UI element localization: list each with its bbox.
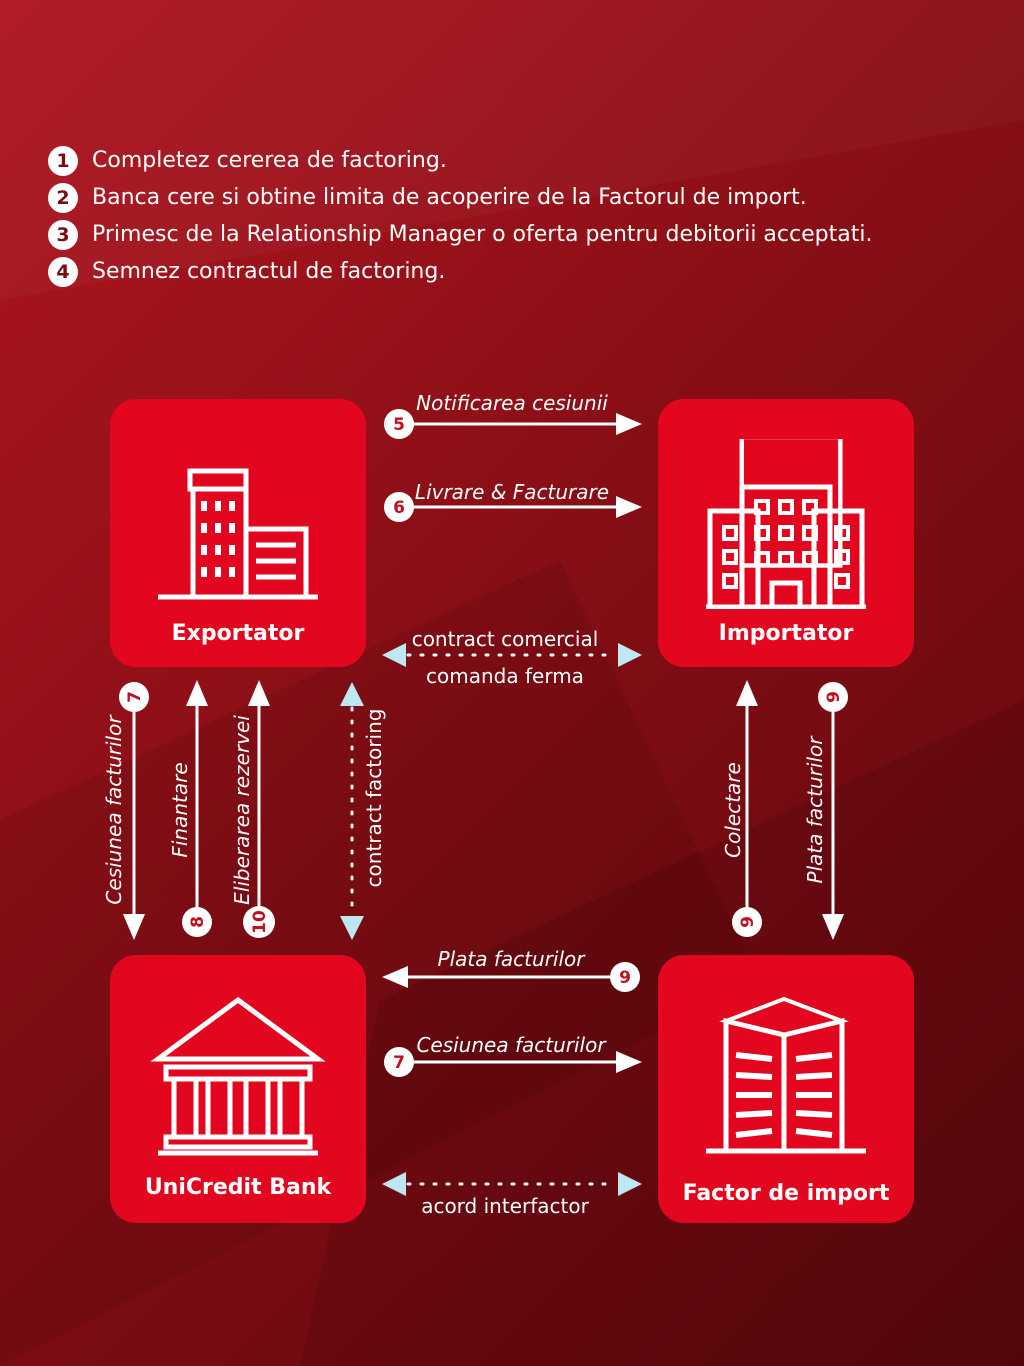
step-badge-number: 5 [393,415,405,435]
step-number-badge: 1 [48,146,78,176]
flow-plata-right [803,682,848,940]
flow-label: Cesiunea facturilor [102,715,126,905]
flow-label: contract comercial [411,627,599,651]
step-number-badge: 4 [48,257,78,287]
flow-cesiune-bottom [384,1033,642,1077]
arrowhead-icon [822,914,844,940]
step-badge-number: 9 [619,968,631,988]
flow-plata-bottom [382,947,640,992]
flow-label: Plata facturilor [437,947,585,971]
flow-label: Colectare [721,762,745,858]
flow-finantare [168,680,212,937]
flow-label: Notificarea cesiunii [416,391,608,415]
step-text: Semnez contractul de factoring. [92,259,446,284]
arrowhead-icon [186,680,208,706]
step-number-badge: 3 [48,220,78,250]
step-text: Primesc de la Relationship Manager o oferta pentru debitorii acceptati. [92,222,873,247]
flow-notificare [384,391,642,439]
arrowhead-icon [248,680,270,706]
importator-label: Importator [718,621,854,646]
flow-acord [382,1172,642,1218]
factor-label: Factor de import [682,1181,890,1206]
flow-label: Cesiunea facturilor [416,1033,606,1057]
flow-label: Livrare & Facturare [414,480,610,504]
flow-contract-factoring [340,682,386,940]
step-badge-number: 9 [738,916,758,928]
step-text: Completez cererea de factoring. [92,148,447,173]
step-badge-number: 7 [393,1053,405,1073]
arrowhead-icon [616,1051,642,1073]
step-number-badge: 2 [48,183,78,213]
step-badge-number: 10 [250,910,270,934]
flow-colectare [721,680,762,937]
flow-eliberare [230,680,275,938]
arrowhead-icon [382,966,408,988]
arrowhead-icon [618,1172,642,1196]
flow-contract-comercial [382,627,642,688]
bank-label: UniCredit Bank [144,1175,332,1200]
step-badge-number: 7 [125,691,145,703]
flow-livrare [384,480,642,522]
arrowhead-icon [382,643,406,667]
arrowhead-icon [340,916,364,940]
flow-label: Plata facturilor [803,736,827,884]
flow-label: acord interfactor [421,1194,589,1218]
arrowhead-icon [382,1172,406,1196]
step-badge-number: 8 [188,916,208,928]
arrowhead-icon [736,680,758,706]
arrowhead-icon [616,413,642,435]
arrowhead-icon [616,496,642,518]
flow-label: comanda ferma [426,664,584,688]
flow-label: Finantare [168,762,192,858]
flow-label: contract factoring [362,708,386,888]
flow-label: Eliberarea rezervei [230,715,254,905]
step-badge-number: 6 [393,498,405,518]
step-text: Banca cere si obtine limita de acoperire de la Factorul de import. [92,185,807,210]
arrowhead-icon [123,914,145,940]
flow-cesiune-left [102,682,149,940]
exportator-label: Exportator [171,621,305,646]
step-badge-number: 9 [824,691,844,703]
arrowhead-icon [340,682,364,706]
arrowhead-icon [618,643,642,667]
